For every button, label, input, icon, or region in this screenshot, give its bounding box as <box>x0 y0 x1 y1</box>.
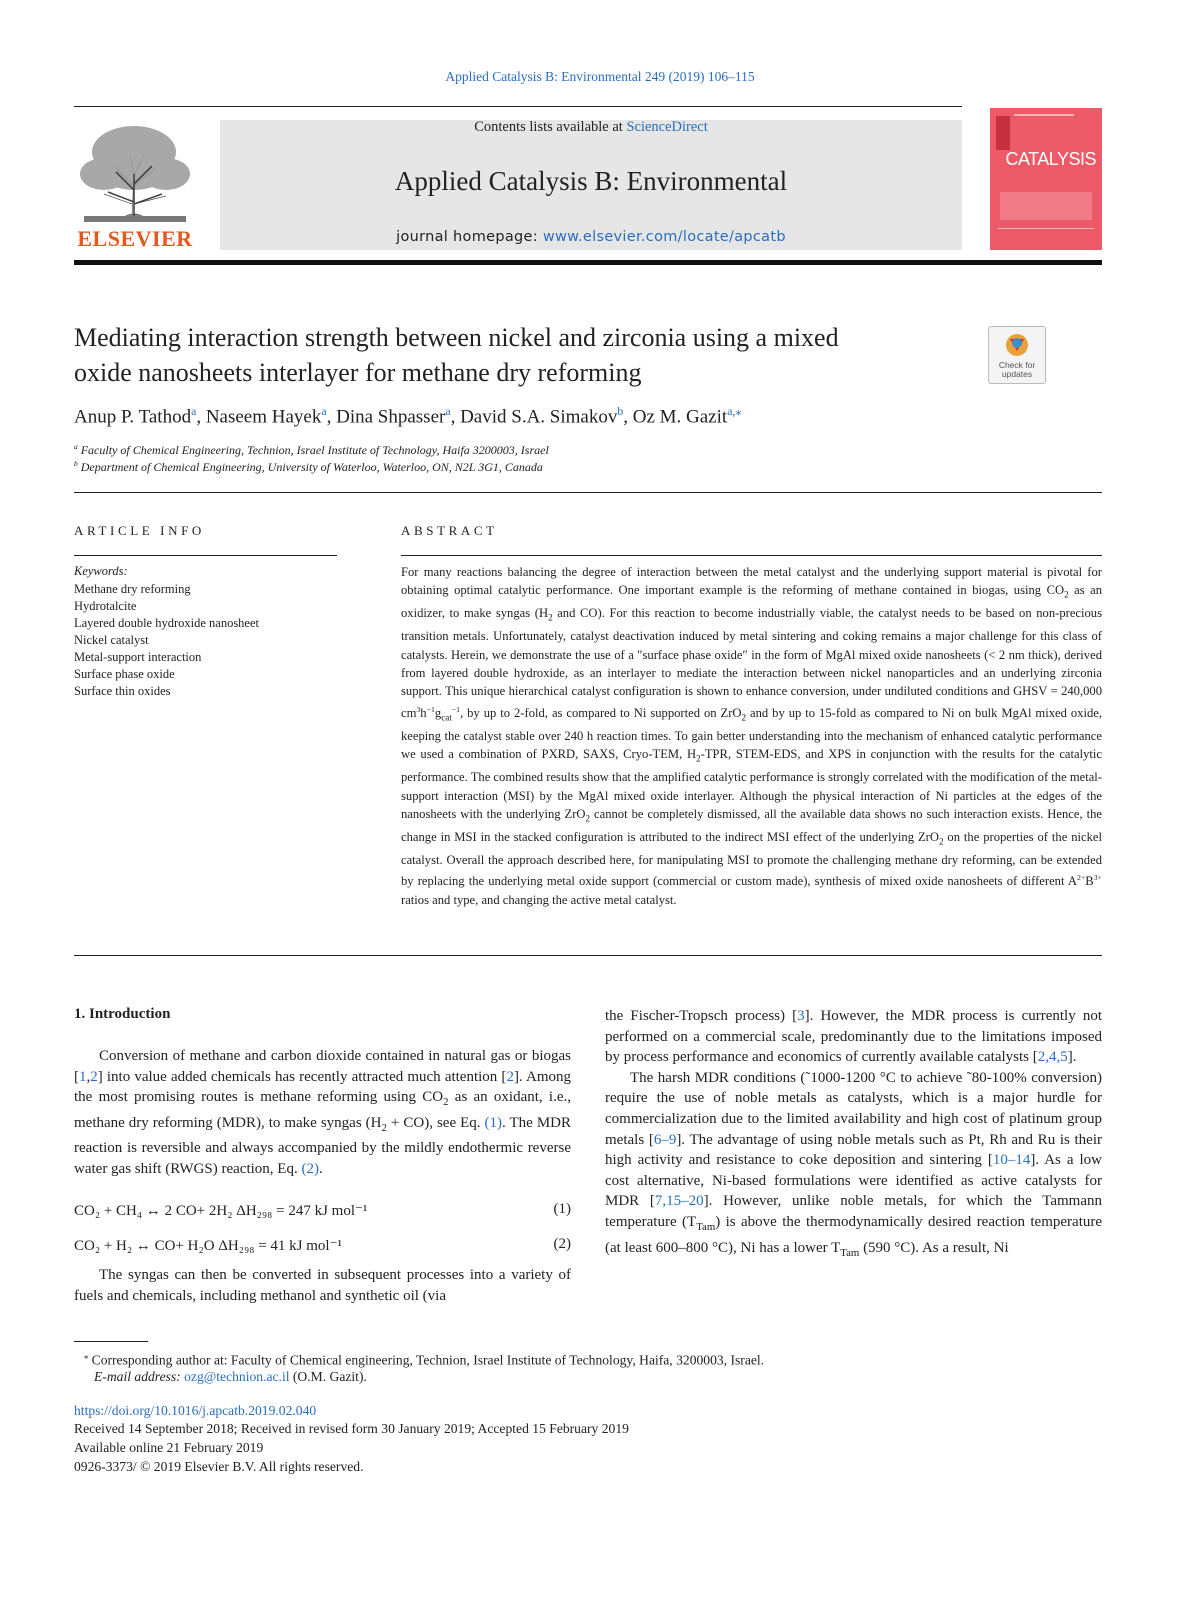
keyword: Surface phase oxide <box>74 667 175 681</box>
copyright: 0926-3373/ © 2019 Elsevier B.V. All rights reserved. <box>74 1459 364 1474</box>
homepage-line: journal homepage: www.elsevier.com/locate/apcatb <box>396 229 786 245</box>
reference-link[interactable]: 7,15–20 <box>654 1193 704 1210</box>
header-rule <box>74 106 962 107</box>
journal-cover-image <box>990 108 1102 250</box>
author: Naseem Hayek <box>205 406 322 428</box>
elsevier-wordmark: ELSEVIER <box>77 226 193 251</box>
affiliation-mark[interactable]: a <box>445 405 451 418</box>
keyword: Metal-support interaction <box>74 650 202 664</box>
section-divider <box>74 492 1102 493</box>
check-for-updates-label: Check for updates <box>998 360 1036 379</box>
affiliation-mark[interactable]: a,⁎ <box>727 405 742 418</box>
section-heading-introduction: 1. Introduction <box>74 1006 171 1022</box>
reference-link[interactable]: 10–14 <box>992 1152 1031 1169</box>
section-divider <box>74 955 1102 956</box>
doi-link[interactable]: https://doi.org/10.1016/j.apcatb.2019.02.040 <box>74 1403 317 1418</box>
article-info-rule <box>74 555 337 556</box>
footnote-rule <box>74 1341 148 1342</box>
author: Oz M. Gazit <box>632 406 728 428</box>
keywords-label: Keywords: <box>74 564 128 578</box>
abstract-heading: ABSTRACT <box>401 523 498 538</box>
sciencedirect-link[interactable]: ScienceDirect <box>626 119 708 135</box>
equation-number: (2) <box>553 1236 571 1252</box>
intro-right-column: the Fischer-Tropsch process) [3]. However, the MDR process is currently not performed on a commercial scale, predominantly due to the limitations imposed by process performance and economics of currently available catalysts [2,4,5]. The harsh MDR conditions (˜1000-1200 °C to achieve ˜80-100% conversion) require the use of noble metals as catalysts, which is a major hurdle for commercialization due to the limited availability and high cost of platinum group metals [6–9]. The advantage of using noble metals such as Pt, Rh and Ru is their high activity and resistance to coke deposition and sintering [10–14]. As a low cost alternative, Ni-based formulations were identified as active catalysts for MDR [7,15–20]. However, unlike noble metals, for which the Tammann temperature $(T_{Tam})$ is above the thermodynamically desired reaction temperature (at least 600–800 °C), Ni has a lower $T_{Tam}$ (590 °C). As a result, Ni <box>605 1008 1103 1259</box>
keyword: Nickel catalyst <box>74 633 149 647</box>
keyword: Layered double hydroxide nanosheet <box>74 616 260 630</box>
abstract-text: For many reactions balancing the degree of interaction between the metal catalyst and the underlying support material is pivotal for obtaining optimal catalytic performance. One important example is the reforming of methane contained in biogas, using $CO_2$ as an oxidizer, to make syngas ($H_2$ and CO). For this reaction to become industrially viable, the catalyst needs to be based on non-precious transition metals. Unfortunately, catalyst deactivation induced by metal sintering and coking remains a major challenge for this class of catalysts. Herein, we demonstrate the use of a ″surface phase oxide″ in the form of MgAl mixed oxide nanosheets (< 2 nm thick), derived from layered double hydroxide, as an interlayer to mediate the interaction between nickel nanoparticles and an underlying zirconia support. This unique hierarchical catalyst configuration is shown to enhance conversion, under undiluted conditions and GHSV = 240,000 $cm^3h^{-1}g_{cat}^{-1}$, by up to 2-fold, as compared to Ni supported on ZrO$_2$ and by up to 15-fold as compared to Ni on bulk MgAl mixed oxide, keeping the catalyst stable over 240 h reaction times. To gain better understanding into the mechanism of enhanced catalytic performance we used a combination of PXRD, SAXS, Cryo-TEM, $H_2$-TPR, STEM-EDS, and XPS in conjunction with the results for the catalytic performance. The combined results show that the amplified catalytic performance is strongly correlated with the modification of the metal-support interaction (MSI) by the MgAl mixed oxide interlayer. Although the physical interaction of Ni particles at the edges of the nanosheets with the underlying ZrO$_2$ cannot be completely dismissed, all the available data shows no such interaction exists. Hence, the change in MSI in the stacked configuration is attributed to the indirect MSI effect of the underlying ZrO$_2$ on the properties of the nickel catalyst. Overall the approach described here, for manipulating MSI to promote the challenging methane dry reforming, can be extended by replacing the underlying metal oxide support (commercial or custom made), synthesis of mixed oxide nanosheets of different $A^{2+}B^{3+}$ ratios and type, and changing the active metal catalyst. <box>401 565 1103 907</box>
reference-link[interactable]: 1 <box>79 1068 87 1085</box>
keyword: Methane dry reforming <box>74 582 191 596</box>
affiliation-mark[interactable]: b <box>617 405 624 418</box>
available-online: Available online 21 February 2019 <box>74 1440 264 1455</box>
equation-text: CO₂ + CH₄ ↔ 2 CO+ 2H₂ ΔH₂₉₈ = 247 kJ mol⁻¹ <box>74 1203 368 1219</box>
keywords-list <box>74 581 259 700</box>
received-dates: Received 14 September 2018; Received in revised form 30 January 2019; Accepted 15 February 2019 <box>74 1421 629 1436</box>
journal-homepage-link[interactable]: www.elsevier.com/locate/apcatb <box>542 229 786 245</box>
journal-title: Applied Catalysis B: Environmental <box>394 166 788 196</box>
equation-number: (1) <box>553 1201 571 1217</box>
email-line: E-mail address: ozg@technion.ac.il (O.M. Gazit). <box>94 1369 367 1384</box>
author-list: Anup P. Tathod$^a$, Naseem Hayek$^a$, Dina Shpasser$^a$, David S.A. Simakov$^b$, Oz M. Gazit$^{a,⁎}$ <box>74 405 742 428</box>
abstract-rule <box>401 555 1102 556</box>
keyword: Surface thin oxides <box>74 684 171 698</box>
intro-paragraph-2: The syngas can then be converted in subsequent processes into a variety of fuels and chemicals, including methanol and synthetic oil (via <box>74 1267 571 1304</box>
equation-1 <box>74 1201 571 1220</box>
affiliation-mark[interactable]: a <box>321 405 327 418</box>
header-thick-bar <box>74 260 1102 265</box>
equation-text: CO₂ + H₂ ↔ CO+ H₂O ΔH₂₉₈ = 41 kJ mol⁻¹ <box>74 1238 342 1254</box>
equation-link[interactable]: (2) <box>301 1160 319 1177</box>
author: Dina Shpasser <box>336 406 446 428</box>
corresponding-author-note: ⁎ Corresponding author at: Faculty of Chemical engineering, Technion, Israel Institute of Technology, Haifa, 3200003, Israel. <box>84 1351 765 1368</box>
intro-paragraph-1: Conversion of methane and carbon dioxide contained in natural gas or biogas [1,2] into value added chemicals has recently attracted much attention [2]. Among the most promising routes is methane reforming using $CO_2$ as an oxidant, i.e., methane dry reforming (MDR), to make syngas $(H_2 + CO)$, see Eq. (1). The MDR reaction is reversible and always accompanied by the mildly endothermic reverse water gas shift (RWGS) reaction, Eq. (2). <box>74 1048 571 1177</box>
reference-link[interactable]: 2,4,5 <box>1037 1049 1068 1066</box>
article-info-heading: ARTICLE INFO <box>74 523 205 538</box>
email-link[interactable]: ozg@technion.ac.il <box>184 1369 290 1384</box>
reference-link[interactable]: 2 <box>90 1068 98 1085</box>
equation-2 <box>74 1236 571 1255</box>
keyword: Hydrotalcite <box>74 599 137 613</box>
equation-link[interactable]: (1) <box>484 1114 503 1131</box>
cover-title: CATALYSIS <box>1005 149 1096 169</box>
article-title: Mediating interaction strength between nickel and zirconia using a mixed oxide nanosheets interlayer for methane dry reforming <box>74 323 839 387</box>
author: David S.A. Simakov <box>460 406 618 428</box>
author: Anup P. Tathod <box>74 406 192 428</box>
affiliation-b: $^b$ Department of Chemical Engineering, University of Waterloo, Waterloo, ON, N2L 3G1, Canada <box>74 459 543 474</box>
reference-link[interactable]: 2 <box>506 1068 514 1085</box>
reference-link[interactable]: 3 <box>797 1008 805 1024</box>
journal-citation[interactable]: Applied Catalysis B: Environmental 249 (2019) 106–115 <box>445 69 755 84</box>
contents-line: Contents lists available at ScienceDirect <box>474 119 708 135</box>
affiliation-a: $^a$ Faculty of Chemical Engineering, Technion, Israel Institute of Technology, Haifa 3200003, Israel <box>74 442 549 457</box>
affiliation-mark[interactable]: a <box>191 405 197 418</box>
reference-link[interactable]: 6–9 <box>653 1131 677 1148</box>
